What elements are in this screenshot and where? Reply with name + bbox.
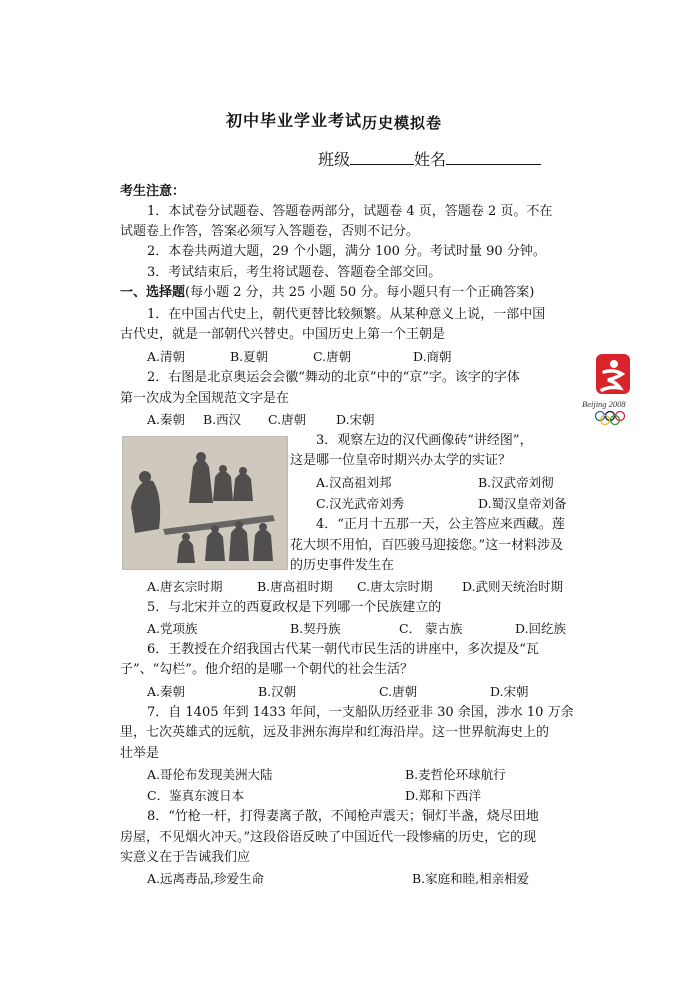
q6-line1: 6．王教授在介绍我国古代某一朝代市民生活的讲座中，多次提及“瓦	[147, 642, 539, 657]
page-title	[226, 108, 442, 131]
notice-item3: 3．考试结束后，考生将试题卷、答题卷全部交回。	[147, 265, 442, 280]
q8-option-a: A.远离毒品,珍爱生命	[147, 871, 264, 886]
q3-option-c: C.汉光武帝刘秀	[316, 496, 405, 511]
section1-desc: (每小题 2 分，共 25 小题 50 分。每小题只有一个正确答案)	[185, 285, 535, 300]
q5-option-a: A.党项族	[147, 621, 198, 636]
notice-item1-line2: 试题卷上作答，答案必须写入答题卷，否则不记分。	[120, 224, 420, 239]
q4-option-c: C.唐太宗时期	[357, 579, 433, 594]
q3-option-b: B.汉武帝刘彻	[478, 475, 554, 490]
q4-option-d: D.武则天统治时期	[462, 579, 564, 594]
q1-option-a: A.清朝	[147, 349, 186, 364]
notice-heading: 考生注意：	[120, 184, 186, 199]
q1-line2: 古代史，就是一部朝代兴替史。中国历史上第一个王朝是	[120, 327, 446, 342]
q7-line2: 里，七次英雄式的远航，远及非洲东海岸和红海沿岸。这一世界航海史上的	[120, 725, 550, 740]
q7-option-c: C．鉴真东渡日本	[147, 788, 245, 803]
q1-option-c: C.唐朝	[313, 349, 352, 364]
q7-line3: 壮举是	[120, 746, 160, 761]
q6-option-c: C.唐朝	[379, 684, 418, 699]
section1-prefix: 一、	[120, 285, 147, 300]
class-blank	[350, 150, 414, 165]
q7-option-d: D.郑和下西洋	[405, 788, 482, 803]
svg-text:Beijing 2008: Beijing 2008	[582, 399, 626, 409]
beijing-olympic-logo	[578, 352, 658, 436]
name-blank	[446, 150, 541, 165]
q4-line1: 4．“正月十五那一天，公主答应来西藏。莲	[316, 517, 565, 532]
q1-option-b: B.夏朝	[230, 349, 269, 364]
q6-option-a: A.秦朝	[147, 684, 186, 699]
q2-line1: 2．右图是北京奥运会会徽“舞动的北京”中的“京”字。该字的字体	[147, 370, 520, 385]
q8-option-b: B.家庭和睦,相亲相爱	[412, 871, 530, 886]
q2-option-b: B.西汉	[203, 412, 242, 427]
q1-line1: 1．在中国古代史上，朝代更替比较频繁。从某种意义上说，一部中国	[147, 307, 546, 322]
q6-line2: 子”、“勾栏”。他介绍的是哪一个朝代的社会生活？	[120, 662, 413, 677]
section1-title: 选择题	[146, 285, 186, 300]
q7-line1: 7．自 1405 年到 1433 年间，一支船队历经亚非 30 余国，涉水 10 万余	[147, 705, 574, 720]
class-label: 班级	[318, 150, 351, 169]
q4-option-b: B.唐高祖时期	[257, 579, 333, 594]
q5-option-c: C． 蒙古族	[399, 621, 463, 636]
title-part2: 历史模拟卷	[362, 114, 443, 132]
q2-option-a: A.秦朝	[147, 412, 186, 427]
q2-option-d: D.宋朝	[336, 412, 375, 427]
q5-option-b: B.契丹族	[290, 621, 341, 636]
q1-option-d: D.商朝	[413, 349, 452, 364]
name-label: 姓名	[414, 150, 447, 169]
q6-option-d: D.宋朝	[490, 684, 529, 699]
q2-line2: 第一次成为全国规范文字是在	[120, 391, 290, 406]
section1-heading	[120, 284, 534, 302]
q5-option-d: D.回纥族	[515, 621, 567, 636]
q3-option-a: A.汉高祖刘邦	[316, 475, 392, 490]
title-part1: 初中毕业学业考试	[226, 111, 363, 130]
han-lecture-brick-image	[122, 436, 288, 570]
q5-line1: 5．与北宋并立的西夏政权是下列哪一个民族建立的	[147, 600, 442, 615]
q3-option-d: D.蜀汉皇帝刘备	[478, 496, 567, 511]
q6-option-b: B.汉朝	[258, 684, 297, 699]
q8-line2: 房屋，不见烟火冲天。”这段俗语反映了中国近代一段惨痛的历史，它的现	[120, 830, 537, 845]
q4-line2: 花大坝不用怕，百匹骏马迎接您。”这一材料涉及	[290, 538, 564, 553]
class-name-line	[318, 150, 541, 170]
q7-option-b: B.麦哲伦环球航行	[405, 767, 506, 782]
q3-line1: 3．观察左边的汉代画像砖“讲经图”，	[316, 433, 533, 448]
q2-option-c: C.唐朝	[268, 412, 307, 427]
q8-line1: 8．“竹枪一杆，打得妻离子散，不闻枪声震天；铜灯半盏，烧尽田地	[147, 809, 539, 824]
notice-item1-line1: 1．本试卷分试题卷、答题卷两部分，试题卷 4 页，答题卷 2 页。不在	[147, 204, 553, 219]
q8-line3: 实意义在于告诫我们应	[120, 850, 251, 865]
q3-line2: 这是哪一位皇帝时期兴办太学的实证？	[290, 453, 512, 468]
q4-line3: 的历史事件发生在	[290, 558, 395, 573]
q7-option-a: A.哥伦布发现美洲大陆	[147, 767, 273, 782]
q4-option-a: A.唐玄宗时期	[147, 579, 223, 594]
notice-item2: 2．本卷共两道大题，29 个小题，满分 100 分。考试时量 90 分钟。	[147, 244, 546, 259]
